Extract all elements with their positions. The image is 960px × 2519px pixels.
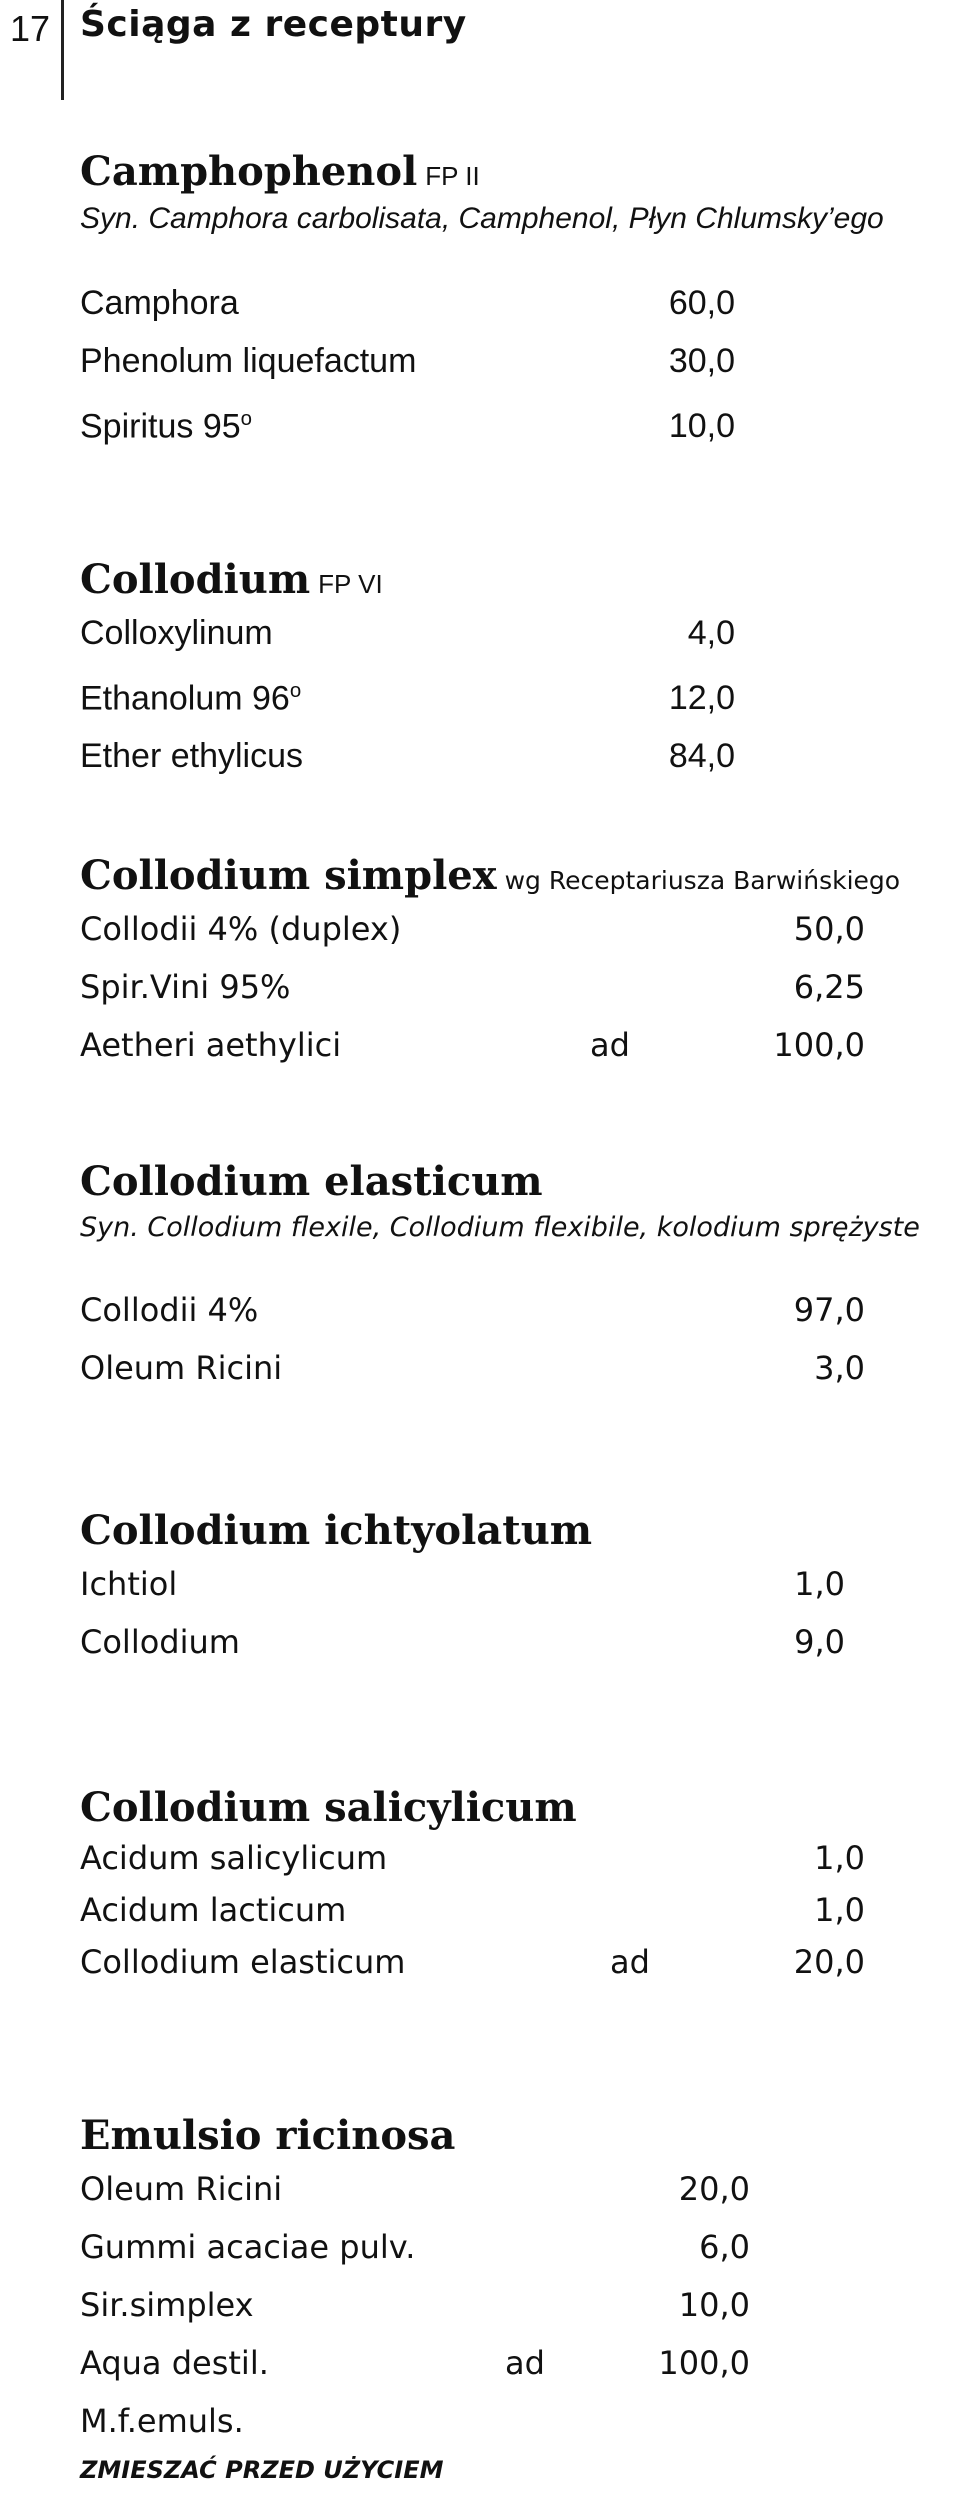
ingredient-row: Collodii 4% (duplex) 50,0 — [80, 910, 865, 948]
ingredient-row: Spir.Vini 95% 6,25 — [80, 968, 865, 1006]
recipe-title: Emulsio ricinosa — [80, 2112, 456, 2159]
recipe-source: FP II — [425, 161, 480, 191]
ingredient-row: Acidum salicylicum 1,0 — [80, 1839, 865, 1877]
recipe-source: FP VI — [318, 569, 383, 599]
ingredient-row: Aqua destil. ad 100,0 — [80, 2344, 750, 2382]
ingredient-row: Camphora 60,0 — [80, 284, 735, 322]
page-number: 17 — [10, 8, 51, 49]
ingredient-row: Ether ethylicus 84,0 — [80, 737, 735, 776]
header-divider — [61, 0, 64, 100]
ingredient-row: Collodii 4% 97,0 — [80, 1291, 865, 1329]
ingredient-row: Spiritus 95$^o$ 10,0 — [80, 407, 735, 446]
ingredient-row: Oleum Ricini 20,0 — [80, 2170, 750, 2208]
recipe-title: Collodium FP VI — [80, 556, 383, 603]
ingredient-row: Oleum Ricini 3,0 — [80, 1349, 865, 1387]
recipe-collodium-salicylicum — [80, 1784, 865, 1988]
ingredient-row: Colloxylinum 4,0 — [80, 614, 735, 652]
recipe-synonyms: Syn. Camphora carbolisata, Camphenol, Płyn Chlumsky’ego — [80, 202, 884, 235]
page-title: Ściąga z receptury — [80, 4, 467, 45]
recipe-emulsio-ricinosa — [80, 2112, 750, 2484]
ingredient-row: M.f.emuls. — [80, 2402, 244, 2440]
ingredient-row: Gummi acaciae pulv. 6,0 — [80, 2228, 750, 2266]
recipe-collodium-simplex — [80, 852, 900, 1074]
page-header — [0, 0, 960, 110]
ingredient-row: Ethanolum 96$^o$ 12,0 — [80, 679, 735, 718]
recipe-source: wg Receptariusza Barwińskiego — [504, 866, 901, 895]
recipe-camphophenol — [80, 148, 884, 455]
recipe-collodium-ichtyolatum — [80, 1507, 845, 1671]
ingredient-row: Collodium 9,0 — [80, 1623, 845, 1661]
ingredient-row: Collodium elasticum ad 20,0 — [80, 1943, 865, 1981]
ingredient-row: Aetheri aethylici ad 100,0 — [80, 1026, 865, 1064]
recipe-synonyms: Syn. Collodium flexile, Collodium flexibile, kolodium sprężyste — [80, 1212, 920, 1243]
recipe-collodium — [80, 556, 735, 785]
ingredient-row: Ichtiol 1,0 — [80, 1565, 845, 1603]
ingredient-row: Acidum lacticum 1,0 — [80, 1891, 865, 1929]
recipe-title: Collodium simplex wg Receptariusza Barwińskiego — [80, 852, 901, 899]
recipe-title: Collodium elasticum — [80, 1158, 543, 1205]
recipe-collodium-elasticum — [80, 1158, 920, 1397]
recipe-title: Collodium ichtyolatum — [80, 1507, 593, 1554]
recipe-title: Camphophenol FP II — [80, 148, 480, 195]
ingredient-row: Phenolum liquefactum 30,0 — [80, 342, 735, 380]
recipe-title: Collodium salicylicum — [80, 1784, 577, 1831]
ingredient-row: Sir.simplex 10,0 — [80, 2286, 750, 2324]
recipe-note: ZMIESZAĆ PRZED UŻYCIEM — [80, 2456, 444, 2484]
